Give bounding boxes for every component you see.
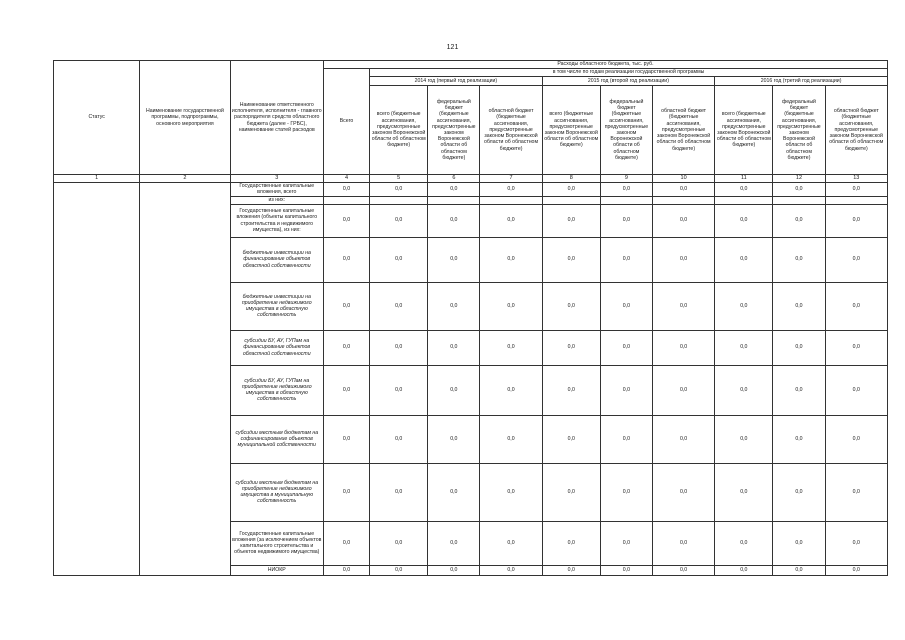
value-cell: 0,0 — [825, 415, 887, 463]
value-cell: 0,0 — [600, 365, 652, 415]
row-label: Государственные капитальные вложения (объекты капитального строительства и недвижимого имущества), из них: — [230, 204, 323, 237]
value-cell: 0,0 — [542, 237, 600, 282]
value-cell: 0,0 — [653, 182, 715, 196]
value-cell — [825, 196, 887, 204]
value-cell: 0,0 — [370, 463, 428, 521]
value-cell: 0,0 — [773, 182, 825, 196]
value-cell: 0,0 — [825, 365, 887, 415]
value-cell: 0,0 — [480, 182, 542, 196]
value-cell: 0,0 — [323, 237, 369, 282]
column-number: 5 — [370, 175, 428, 183]
header-status: Статус — [54, 61, 140, 175]
column-number: 1 — [54, 175, 140, 183]
value-cell — [370, 196, 428, 204]
column-number: 9 — [600, 175, 652, 183]
header-col-total: всего (бюджетные ассигнования, предусмотренные законом Воронежской области об областном бюджете) — [542, 86, 600, 175]
value-cell: 0,0 — [600, 330, 652, 365]
column-number: 8 — [542, 175, 600, 183]
value-cell: 0,0 — [542, 204, 600, 237]
value-cell: 0,0 — [323, 365, 369, 415]
value-cell: 0,0 — [715, 415, 773, 463]
header-total: Всего — [323, 69, 369, 175]
value-cell: 0,0 — [480, 204, 542, 237]
header-col-total: всего (бюджетные ассигнования, предусмотренные законом Воронежской области об областном бюджете) — [370, 86, 428, 175]
column-number: 2 — [140, 175, 230, 183]
row-label: Государственные капитальные вложения (за исключением объектов капитального строительства и объектов недвижимого имущества) — [230, 521, 323, 565]
value-cell: 0,0 — [428, 282, 480, 330]
value-cell: 0,0 — [715, 237, 773, 282]
column-numbers-row — [54, 175, 888, 183]
value-cell: 0,0 — [480, 565, 542, 575]
value-cell — [773, 196, 825, 204]
value-cell: 0,0 — [370, 415, 428, 463]
value-cell: 0,0 — [825, 330, 887, 365]
row-label: Государственные капитальные вложения, всего — [230, 182, 323, 196]
value-cell — [428, 196, 480, 204]
value-cell: 0,0 — [480, 521, 542, 565]
value-cell: 0,0 — [323, 204, 369, 237]
value-cell: 0,0 — [370, 521, 428, 565]
value-cell — [600, 196, 652, 204]
value-cell: 0,0 — [653, 565, 715, 575]
column-number: 7 — [480, 175, 542, 183]
value-cell: 0,0 — [323, 415, 369, 463]
value-cell: 0,0 — [773, 237, 825, 282]
value-cell: 0,0 — [715, 565, 773, 575]
page-number: 121 — [446, 44, 459, 51]
value-cell: 0,0 — [323, 565, 369, 575]
row-label: бюджетные инвестиции на приобретение недвижимого имущества в областную собственность — [230, 282, 323, 330]
row-label: субсидии БУ, АУ, ГУПам на приобретение недвижимого имущества в областную собственность — [230, 365, 323, 415]
value-cell: 0,0 — [773, 282, 825, 330]
value-cell: 0,0 — [428, 182, 480, 196]
column-number: 3 — [230, 175, 323, 183]
value-cell: 0,0 — [715, 204, 773, 237]
value-cell: 0,0 — [600, 204, 652, 237]
column-number: 13 — [825, 175, 887, 183]
column-number: 4 — [323, 175, 369, 183]
value-cell — [480, 196, 542, 204]
value-cell: 0,0 — [370, 204, 428, 237]
value-cell: 0,0 — [825, 565, 887, 575]
value-cell: 0,0 — [773, 330, 825, 365]
value-cell: 0,0 — [542, 521, 600, 565]
value-cell: 0,0 — [653, 204, 715, 237]
value-cell: 0,0 — [773, 565, 825, 575]
value-cell: 0,0 — [370, 182, 428, 196]
header-executor: Наименование ответственного исполнителя, исполнителя - главного распорядителя средств областного бюджета (далее - ГРБС), наименование статей расходов — [230, 61, 323, 175]
header-col-federal: федеральный бюджет (бюджетные ассигнования, предусмотренные законом Воронежской области об областном бюджете) — [600, 86, 652, 175]
value-cell: 0,0 — [370, 282, 428, 330]
row-label: субсидии БУ, АУ, ГУПам на финансирование объектов областной собственности — [230, 330, 323, 365]
value-cell: 0,0 — [715, 330, 773, 365]
header-year-2014: 2014 год (первый год реализации) — [370, 77, 543, 86]
value-cell: 0,0 — [773, 521, 825, 565]
value-cell: 0,0 — [825, 521, 887, 565]
column-number: 6 — [428, 175, 480, 183]
header-col-total: всего (бюджетные ассигнования, предусмотренные законом Воронежской области об областном бюджете) — [715, 86, 773, 175]
value-cell: 0,0 — [653, 521, 715, 565]
value-cell: 0,0 — [825, 237, 887, 282]
value-cell: 0,0 — [715, 521, 773, 565]
value-cell: 0,0 — [715, 365, 773, 415]
row-label: из них: — [230, 196, 323, 204]
value-cell: 0,0 — [323, 521, 369, 565]
value-cell: 0,0 — [653, 415, 715, 463]
header-col-federal: федеральный бюджет (бюджетные ассигнования, предусмотренные законом Воронежской области об областном бюджете) — [773, 86, 825, 175]
value-cell: 0,0 — [600, 237, 652, 282]
header-expenses-title: Расходы областного бюджета, тыс. руб. — [323, 61, 887, 69]
value-cell: 0,0 — [542, 330, 600, 365]
row-label: субсидии местным бюджетам на приобретение недвижимого имущества в муниципальную собственность — [230, 463, 323, 521]
value-cell: 0,0 — [542, 182, 600, 196]
value-cell: 0,0 — [773, 365, 825, 415]
value-cell — [542, 196, 600, 204]
value-cell: 0,0 — [323, 463, 369, 521]
value-cell: 0,0 — [323, 330, 369, 365]
value-cell: 0,0 — [825, 282, 887, 330]
value-cell: 0,0 — [825, 204, 887, 237]
value-cell: 0,0 — [428, 521, 480, 565]
value-cell: 0,0 — [715, 182, 773, 196]
value-cell: 0,0 — [600, 282, 652, 330]
value-cell: 0,0 — [428, 330, 480, 365]
value-cell: 0,0 — [542, 463, 600, 521]
value-cell: 0,0 — [480, 237, 542, 282]
value-cell: 0,0 — [323, 182, 369, 196]
value-cell: 0,0 — [653, 463, 715, 521]
value-cell: 0,0 — [428, 565, 480, 575]
value-cell: 0,0 — [480, 365, 542, 415]
value-cell: 0,0 — [480, 463, 542, 521]
value-cell: 0,0 — [480, 282, 542, 330]
header-col-regional: областной бюджет (бюджетные ассигнования, предусмотренные законом Воронежской области об областном бюджете) — [653, 86, 715, 175]
value-cell: 0,0 — [370, 565, 428, 575]
value-cell: 0,0 — [653, 330, 715, 365]
value-cell — [715, 196, 773, 204]
program-cell — [140, 182, 230, 575]
header-year-2015: 2015 год (второй год реализации) — [542, 77, 715, 86]
value-cell: 0,0 — [370, 330, 428, 365]
value-cell: 0,0 — [600, 415, 652, 463]
value-cell: 0,0 — [600, 463, 652, 521]
value-cell: 0,0 — [370, 237, 428, 282]
table-row — [54, 182, 888, 196]
row-label: бюджетные инвестиции на финансирование объектов областной собственности — [230, 237, 323, 282]
column-number: 11 — [715, 175, 773, 183]
row-label: субсидии местным бюджетам на софинансирование объектов муниципальной собственности — [230, 415, 323, 463]
value-cell — [323, 196, 369, 204]
value-cell — [653, 196, 715, 204]
value-cell: 0,0 — [542, 415, 600, 463]
value-cell: 0,0 — [370, 365, 428, 415]
value-cell: 0,0 — [600, 182, 652, 196]
value-cell: 0,0 — [480, 330, 542, 365]
header-col-regional: областной бюджет (бюджетные ассигнования, предусмотренные законом Воронежской области об областном бюджете) — [480, 86, 542, 175]
header-col-federal: федеральный бюджет (бюджетные ассигнования, предусмотренные законом Воронежской области об областном бюджете) — [428, 86, 480, 175]
value-cell: 0,0 — [428, 365, 480, 415]
header-by-years: в том числе по годам реализации государственной программы — [370, 69, 888, 77]
value-cell: 0,0 — [480, 415, 542, 463]
value-cell: 0,0 — [542, 282, 600, 330]
value-cell: 0,0 — [715, 282, 773, 330]
value-cell: 0,0 — [825, 182, 887, 196]
value-cell: 0,0 — [653, 237, 715, 282]
value-cell: 0,0 — [323, 282, 369, 330]
value-cell: 0,0 — [773, 204, 825, 237]
value-cell: 0,0 — [542, 565, 600, 575]
value-cell: 0,0 — [825, 463, 887, 521]
value-cell: 0,0 — [600, 521, 652, 565]
row-label: НИОКР — [230, 565, 323, 575]
value-cell: 0,0 — [428, 237, 480, 282]
header-col-regional: областной бюджет (бюджетные ассигнования, предусмотренные законом Воронежской области об областном бюджете) — [825, 86, 887, 175]
column-number: 12 — [773, 175, 825, 183]
expenses-table — [53, 60, 888, 576]
table-body — [54, 182, 888, 575]
value-cell: 0,0 — [428, 204, 480, 237]
column-number: 10 — [653, 175, 715, 183]
value-cell: 0,0 — [600, 565, 652, 575]
value-cell: 0,0 — [773, 415, 825, 463]
value-cell: 0,0 — [428, 415, 480, 463]
value-cell: 0,0 — [653, 365, 715, 415]
header-year-2016: 2016 год (третий год реализации) — [715, 77, 888, 86]
value-cell: 0,0 — [428, 463, 480, 521]
status-cell — [54, 182, 140, 575]
header-program: Наименование государственной программы, подпрограммы, основного мероприятия — [140, 61, 230, 175]
value-cell: 0,0 — [715, 463, 773, 521]
value-cell: 0,0 — [542, 365, 600, 415]
value-cell: 0,0 — [773, 463, 825, 521]
value-cell: 0,0 — [653, 282, 715, 330]
